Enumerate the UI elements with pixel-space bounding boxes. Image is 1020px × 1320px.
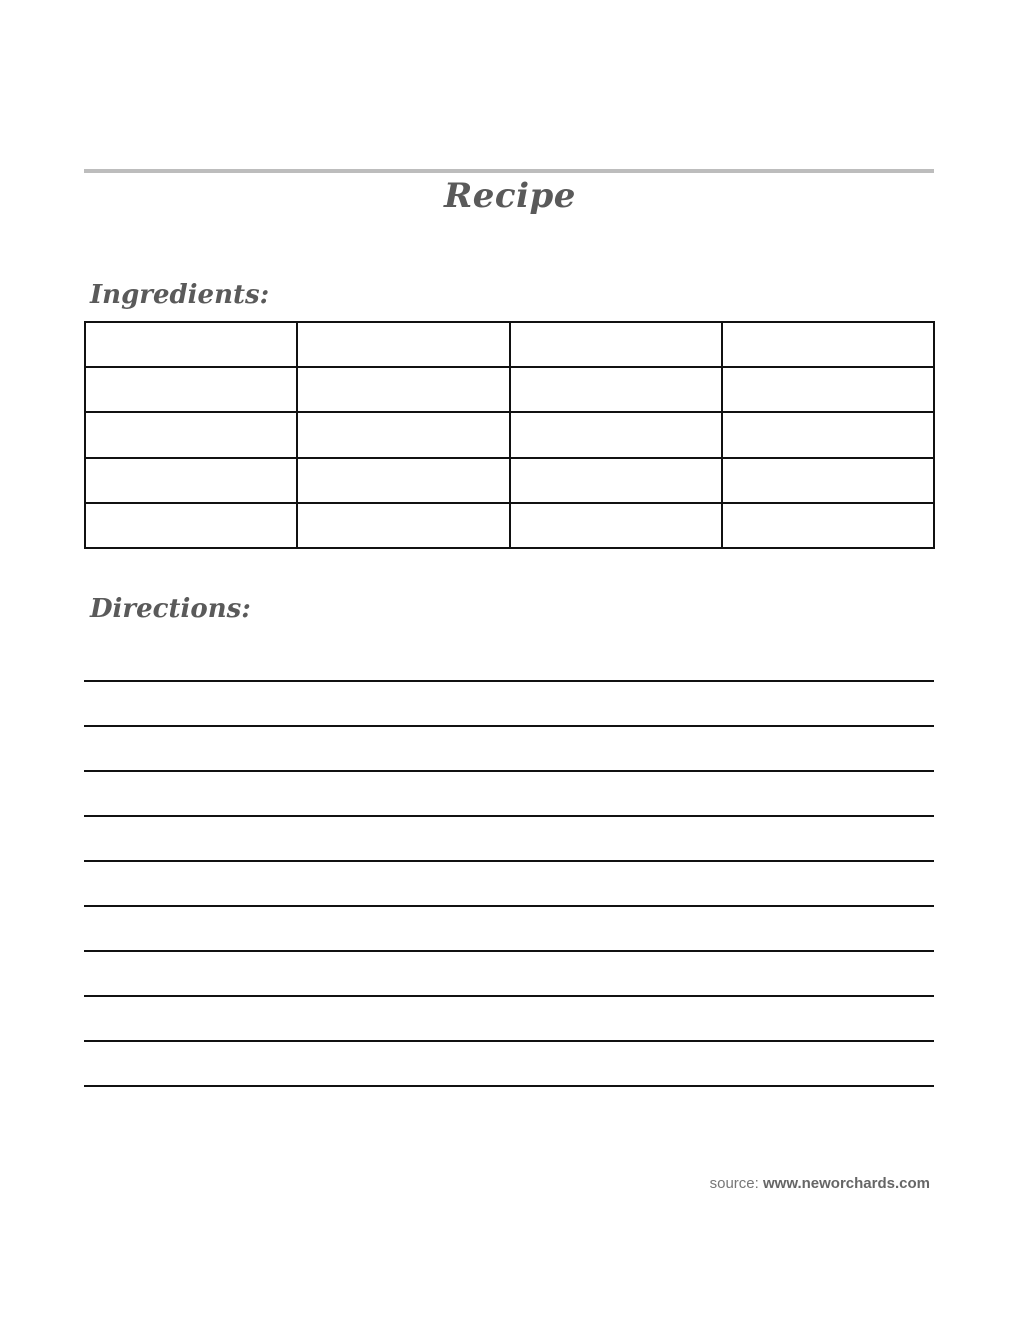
- direction-line[interactable]: [84, 995, 934, 997]
- ingredients-row: [85, 322, 934, 367]
- ingredient-cell[interactable]: [722, 322, 934, 367]
- ingredient-cell[interactable]: [297, 412, 509, 457]
- ingredients-row: [85, 503, 934, 548]
- ingredients-row: [85, 458, 934, 503]
- ingredients-row: [85, 412, 934, 457]
- page-title: Recipe: [444, 176, 576, 216]
- directions-heading: Directions:: [90, 594, 251, 624]
- ingredient-cell[interactable]: [297, 503, 509, 548]
- direction-line[interactable]: [84, 725, 934, 727]
- source-prefix: source:: [709, 1175, 759, 1192]
- source-url: www.neworchards.com: [763, 1175, 930, 1192]
- ingredient-cell[interactable]: [510, 367, 722, 412]
- direction-line[interactable]: [84, 770, 934, 772]
- direction-line[interactable]: [84, 1040, 934, 1042]
- direction-line[interactable]: [84, 1085, 934, 1087]
- ingredient-cell[interactable]: [85, 503, 297, 548]
- ingredient-cell[interactable]: [85, 322, 297, 367]
- direction-line[interactable]: [84, 905, 934, 907]
- ingredient-cell[interactable]: [297, 322, 509, 367]
- direction-line[interactable]: [84, 680, 934, 682]
- ingredient-cell[interactable]: [722, 503, 934, 548]
- ingredient-cell[interactable]: [510, 412, 722, 457]
- ingredient-cell[interactable]: [510, 458, 722, 503]
- ingredient-cell[interactable]: [85, 412, 297, 457]
- ingredient-cell[interactable]: [722, 458, 934, 503]
- ingredients-heading: Ingredients:: [90, 280, 270, 310]
- ingredients-row: [85, 367, 934, 412]
- ingredient-cell[interactable]: [510, 503, 722, 548]
- ingredient-cell[interactable]: [722, 412, 934, 457]
- direction-line[interactable]: [84, 815, 934, 817]
- ingredient-cell[interactable]: [297, 367, 509, 412]
- ingredient-cell[interactable]: [85, 458, 297, 503]
- ingredient-cell[interactable]: [722, 367, 934, 412]
- top-divider: [84, 169, 934, 173]
- direction-line[interactable]: [84, 950, 934, 952]
- ingredients-table: [84, 321, 935, 549]
- ingredient-cell[interactable]: [297, 458, 509, 503]
- source-footer: [710, 1175, 930, 1192]
- ingredient-cell[interactable]: [510, 322, 722, 367]
- ingredient-cell[interactable]: [85, 367, 297, 412]
- direction-line[interactable]: [84, 860, 934, 862]
- directions-lines: [84, 680, 934, 1130]
